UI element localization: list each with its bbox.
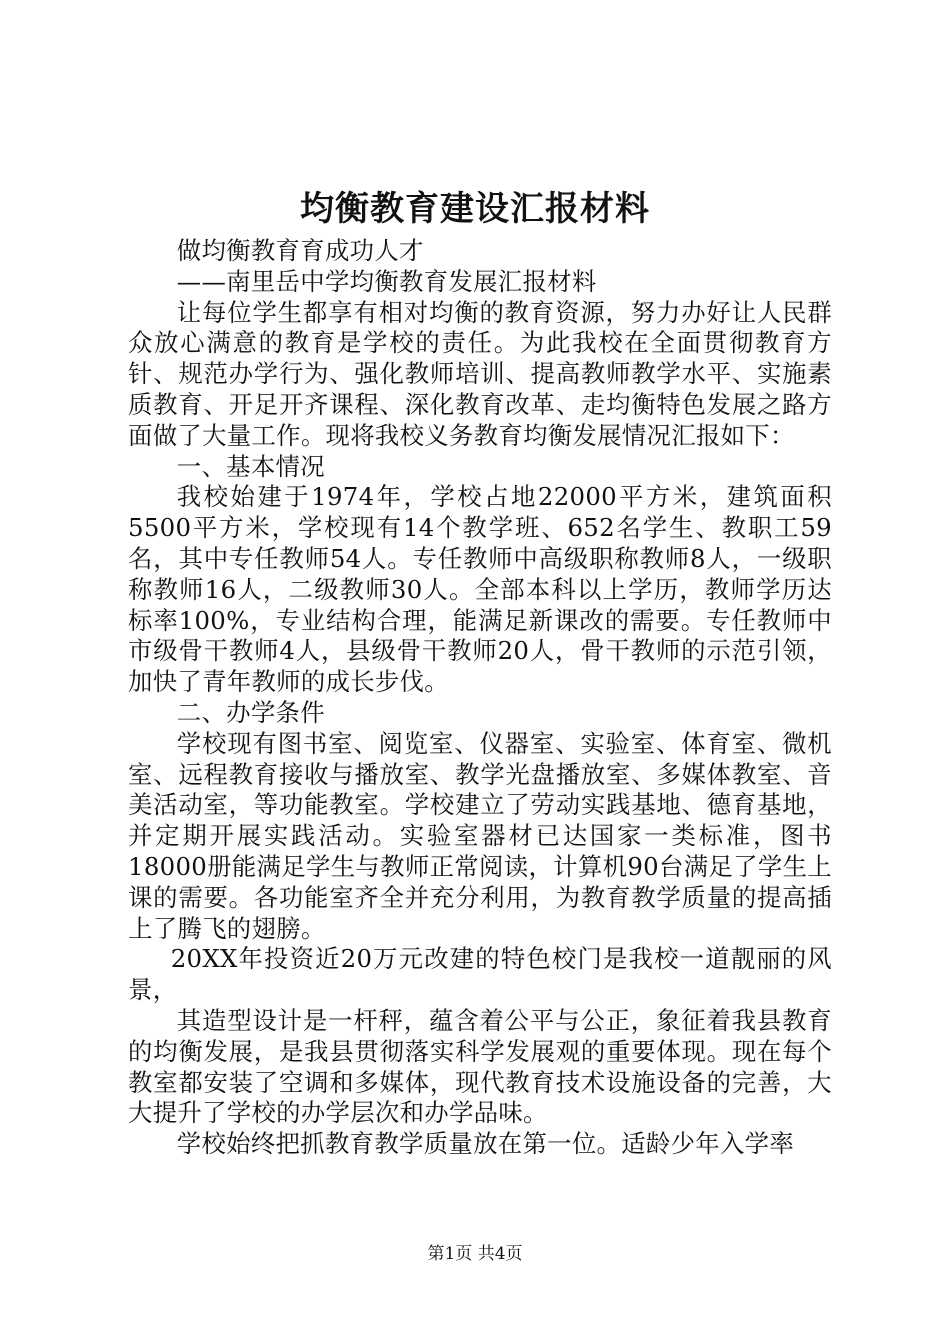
document-body <box>128 236 832 1160</box>
basic-info-paragraph: 我校始建于1974年，学校占地22000平方米，建筑面积5500平方米，学校现有14个教学班、652名学生、教职工59名，其中专任教师54人。专任教师中高级职称教师8人，一级职称教师16人，二级教师30人。全部本科以上学历，教师学历达标率100%，专业结构合理，能满足新课改的需要。专任教师中市级骨干教师4人，县级骨干教师20人，骨干教师的示范引领，加快了青年教师的成长步伐。 <box>128 482 832 697</box>
section-heading-conditions: 二、办学条件 <box>176 697 325 727</box>
gate-paragraph: 20XX年投资近20万元改建的特色校门是我校一道靓丽的风景， <box>128 944 832 1005</box>
gate-design-paragraph: 其造型设计是一杆秤，蕴含着公平与公正，象征着我县教育的均衡发展，是我县贯彻落实科学发展观的重要体现。现在每个教室都安装了空调和多媒体，现代教育技术设施设备的完善，大大提升了学校的办学层次和办学品味。 <box>128 1005 832 1128</box>
quality-paragraph: 学校始终把抓教育教学质量放在第一位。适龄少年入学率 <box>176 1129 795 1159</box>
section-heading-basic: 一、基本情况 <box>176 451 325 481</box>
document-title: 均衡教育建设汇报材料 <box>300 189 650 229</box>
conditions-paragraph: 学校现有图书室、阅览室、仪器室、实验室、体育室、微机室、远程教育接收与播放室、教学光盘播放室、多媒体教室、音美活动室，等功能教室。学校建立了劳动实践基地、德育基地，并定期开展实践活动。实验室器材已达国家一类标准，图书18000册能满足学生与教师正常阅读，计算机90台满足了学生上课的需要。各功能室齐全并充分利用，为教育教学质量的提高插上了腾飞的翅膀。 <box>128 728 832 943</box>
intro-paragraph: 让每位学生都享有相对均衡的教育资源，努力办好让人民群众放心满意的教育是学校的责任。为此我校在全面贯彻教育方针、规范办学行为、强化教师培训、提高教师教学水平、实施素质教育、开足开齐课程、深化教育改革、走均衡特色发展之路方面做了大量工作。现将我校义务教育均衡发展情况汇报如下： <box>128 297 832 450</box>
subtitle-school: ——南里岳中学均衡教育发展汇报材料 <box>176 266 597 296</box>
page-number-footer: 第1页 共4页 <box>427 1244 523 1264</box>
subtitle: 做均衡教育育成功人才 <box>176 236 424 265</box>
